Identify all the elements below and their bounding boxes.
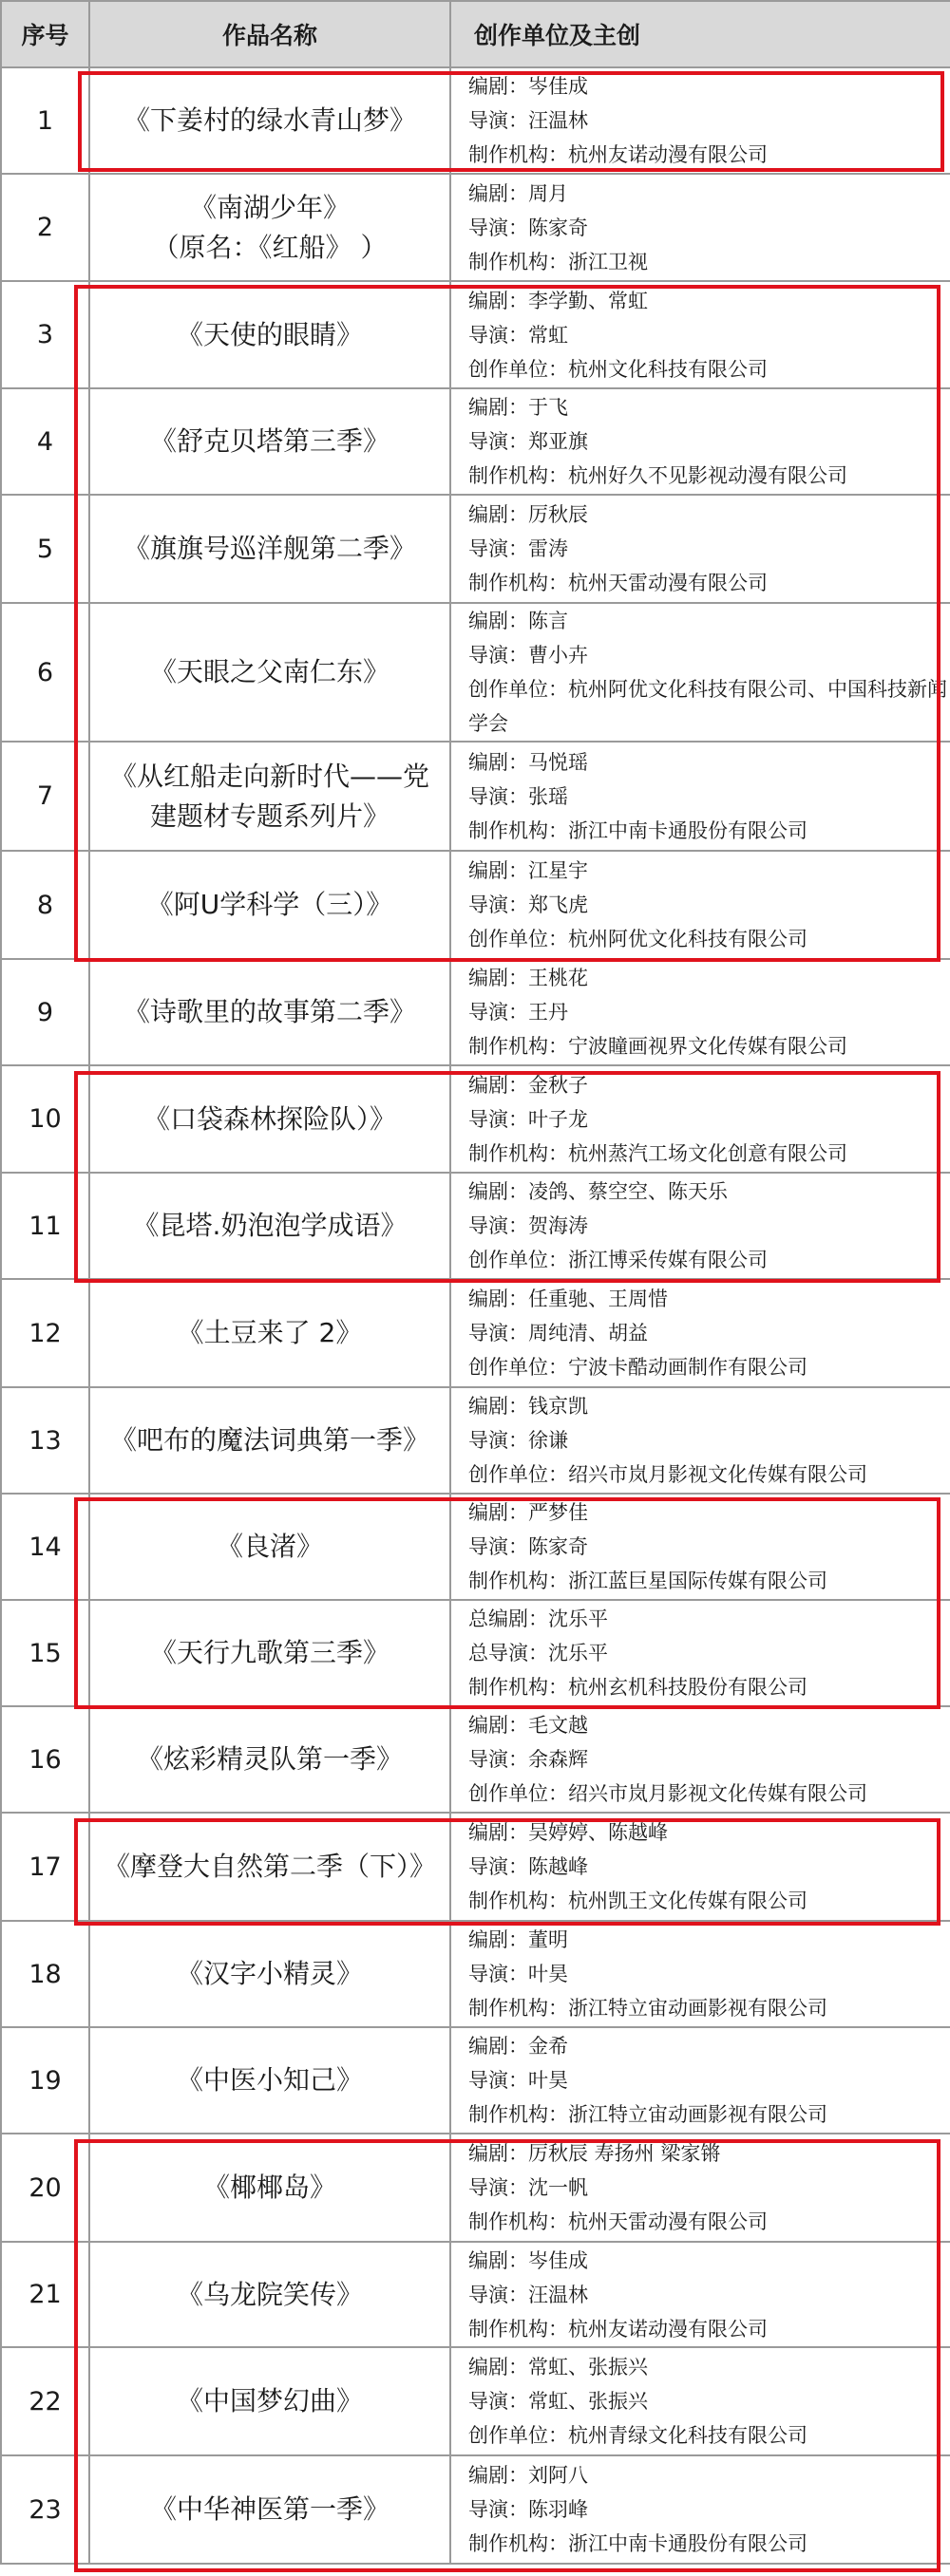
row-number: 6 <box>1 603 89 742</box>
writer: 编剧：吴婷婷、陈越峰 <box>468 1821 668 1844</box>
writer: 总编剧：沈乐平 <box>468 1608 608 1630</box>
writer: 编剧：陈言 <box>468 610 568 632</box>
producer: 创作单位：杭州阿优文化科技有限公司 <box>468 928 808 950</box>
director: 导演：陈家奇 <box>468 216 588 239</box>
writer: 编剧：金秋子 <box>468 1073 588 1097</box>
creator-info <box>450 742 950 851</box>
producer: 创作单位：宁波卡酷动画制作有限公司 <box>468 1356 808 1379</box>
producer: 制作机构：杭州天雷动漫有限公司 <box>468 2210 768 2233</box>
producer: 制作机构：杭州友诺动漫有限公司 <box>468 143 768 166</box>
row-number: 20 <box>1 2134 89 2242</box>
producer: 制作机构：杭州天雷动漫有限公司 <box>468 572 768 594</box>
table-row <box>1 1921 950 2027</box>
table-row <box>1 2242 950 2347</box>
row-number: 10 <box>1 1065 89 1173</box>
creator-info <box>450 281 950 388</box>
creator-info <box>450 603 950 742</box>
director: 导演：郑亚旗 <box>468 430 588 453</box>
director: 导演：贺海涛 <box>468 1214 588 1237</box>
work-title: 《旗旗号巡洋舰第二季》 <box>89 495 450 603</box>
writer: 编剧：马悦瑶 <box>468 750 588 774</box>
work-title: 《阿U学科学（三）》 <box>89 851 450 959</box>
director: 导演：周纯清、胡益 <box>468 1322 648 1344</box>
work-title-alt: （原名：《红船》 ） <box>152 231 388 263</box>
work-title: 《舒克贝塔第三季》 <box>89 388 450 495</box>
producer: 创作单位：杭州文化科技有限公司 <box>468 357 768 381</box>
work-title: 《吧布的魔法词典第一季》 <box>89 1387 450 1494</box>
row-number: 12 <box>1 1279 89 1387</box>
row-number: 17 <box>1 1813 89 1921</box>
director: 导演：汪温林 <box>468 2283 588 2306</box>
director: 导演：叶子龙 <box>468 1107 588 1131</box>
table-row <box>1 174 950 281</box>
row-number: 2 <box>1 174 89 281</box>
table-row <box>1 1494 950 1600</box>
work-title: 《从红船走向新时代——党建题材专题系列片》 <box>89 742 450 851</box>
table-row <box>1 281 950 388</box>
director: 导演：常虹、张振兴 <box>468 2390 648 2413</box>
creator-info <box>450 2027 950 2134</box>
row-number: 1 <box>1 67 89 174</box>
row-number: 5 <box>1 495 89 603</box>
work-title: 《土豆来了 2》 <box>89 1279 450 1387</box>
director: 导演：张瑶 <box>468 784 568 808</box>
table-row <box>1 1387 950 1494</box>
work-title: 《中医小知己》 <box>89 2027 450 2134</box>
row-number: 3 <box>1 281 89 388</box>
row-number: 14 <box>1 1494 89 1600</box>
row-number: 22 <box>1 2347 89 2455</box>
director: 导演：徐谦 <box>468 1429 568 1452</box>
row-number: 8 <box>1 851 89 959</box>
work-title: 《摩登大自然第二季（下）》 <box>89 1813 450 1921</box>
director: 导演：雷涛 <box>468 537 568 560</box>
writer: 编剧：钱京凯 <box>468 1395 588 1418</box>
table-row <box>1 1600 950 1706</box>
director: 导演：陈越峰 <box>468 1855 588 1878</box>
creator-info <box>450 174 950 281</box>
creator-info <box>450 1065 950 1173</box>
director: 导演：郑飞虎 <box>468 893 588 916</box>
row-number: 15 <box>1 1600 89 1706</box>
creator-info <box>450 1600 950 1706</box>
writer: 编剧：岑佳成 <box>468 2248 588 2272</box>
director: 总导演：沈乐平 <box>468 1642 608 1664</box>
producer: 制作机构：浙江特立宙动画影视有限公司 <box>468 1997 827 2020</box>
writer: 编剧：王桃花 <box>468 967 588 989</box>
creator-info <box>450 2455 950 2564</box>
work-title: 《诗歌里的故事第二季》 <box>89 959 450 1065</box>
writer: 编剧：毛文越 <box>468 1714 588 1737</box>
table-row <box>1 851 950 959</box>
director: 导演：叶昊 <box>468 1963 568 1985</box>
writer: 编剧：李学勤、常虹 <box>468 289 648 312</box>
creator-info <box>450 1813 950 1921</box>
producer: 制作机构：杭州凯王文化传媒有限公司 <box>468 1890 808 1912</box>
creator-info <box>450 2242 950 2347</box>
creator-info <box>450 2347 950 2455</box>
table-row <box>1 1279 950 1387</box>
row-number: 16 <box>1 1706 89 1813</box>
row-number: 9 <box>1 959 89 1065</box>
work-title: 《口袋森林探险队）》 <box>89 1065 450 1173</box>
table-row <box>1 495 950 603</box>
producer: 创作单位：浙江博采传媒有限公司 <box>468 1249 768 1271</box>
creator-info <box>450 388 950 495</box>
work-title: 《天行九歌第三季》 <box>89 1600 450 1706</box>
creator-info <box>450 1173 950 1279</box>
table-row <box>1 67 950 174</box>
producer: 制作机构：浙江蓝巨星国际传媒有限公司 <box>468 1570 827 1592</box>
header-row <box>1 1 950 67</box>
creator-info <box>450 1279 950 1387</box>
table-row <box>1 2455 950 2564</box>
table-row <box>1 388 950 495</box>
creator-info <box>450 67 950 174</box>
row-number: 13 <box>1 1387 89 1494</box>
producer: 制作机构：浙江特立宙动画影视有限公司 <box>468 2103 827 2126</box>
director: 导演：余森辉 <box>468 1748 588 1771</box>
writer: 编剧：周月 <box>468 181 568 205</box>
producer: 制作机构：杭州玄机科技股份有限公司 <box>468 1676 808 1699</box>
row-number: 18 <box>1 1921 89 2027</box>
writer: 编剧：常虹、张振兴 <box>468 2356 648 2379</box>
work-title: 《良渚》 <box>89 1494 450 1600</box>
table-row <box>1 1065 950 1173</box>
creator-info <box>450 959 950 1065</box>
producer: 创作单位：绍兴市岚月影视文化传媒有限公司 <box>468 1463 867 1486</box>
row-number: 11 <box>1 1173 89 1279</box>
work-title: 《炫彩精灵队第一季》 <box>89 1706 450 1813</box>
producer: 创作单位：杭州青绿文化科技有限公司 <box>468 2424 808 2447</box>
writer: 编剧：严梦佳 <box>468 1501 588 1524</box>
creator-info <box>450 1387 950 1494</box>
row-number: 21 <box>1 2242 89 2347</box>
producer: 制作机构：浙江卫视 <box>468 250 648 273</box>
table-row <box>1 2347 950 2455</box>
work-title: 《乌龙院笑传》 <box>89 2242 450 2347</box>
writer: 编剧：厉秋辰 <box>468 503 588 526</box>
director: 导演：沈一帆 <box>468 2176 588 2199</box>
work-title: 《汉字小精灵》 <box>89 1921 450 2027</box>
table-row <box>1 603 950 742</box>
table-row <box>1 742 950 851</box>
row-number: 7 <box>1 742 89 851</box>
work-title: 《天眼之父南仁东》 <box>89 603 450 742</box>
director: 导演：常虹 <box>468 323 568 347</box>
writer: 编剧：于飞 <box>468 396 568 419</box>
director: 导演：叶昊 <box>468 2069 568 2092</box>
director: 导演：汪温林 <box>468 109 588 132</box>
work-title: 《天使的眼睛》 <box>89 281 450 388</box>
producer: 制作机构：杭州蒸汽工场文化创意有限公司 <box>468 1141 847 1165</box>
header-title: 作品名称 <box>89 1 450 67</box>
producer: 创作单位：绍兴市岚月影视文化传媒有限公司 <box>468 1782 867 1805</box>
writer: 编剧：厉秋辰 寿扬州 梁家锵 <box>468 2142 721 2165</box>
header-no: 序号 <box>1 1 89 67</box>
producer: 制作机构：浙江中南卡通股份有限公司 <box>468 2532 808 2555</box>
table-row <box>1 1813 950 1921</box>
writer: 编剧：江星宇 <box>468 859 588 882</box>
row-number: 23 <box>1 2455 89 2564</box>
director: 导演：王丹 <box>468 1001 568 1024</box>
creator-info <box>450 1706 950 1813</box>
creator-info <box>450 851 950 959</box>
writer: 编剧：董明 <box>468 1928 568 1951</box>
work-title: 《下姜村的绿水青山梦》 <box>89 67 450 174</box>
header-org: 创作单位及主创 <box>450 1 950 67</box>
director: 导演：陈羽峰 <box>468 2498 588 2521</box>
work-title <box>89 174 450 281</box>
creator-info <box>450 1494 950 1600</box>
row-number: 19 <box>1 2027 89 2134</box>
director: 导演：曹小卉 <box>468 644 588 667</box>
director: 导演：陈家奇 <box>468 1535 588 1558</box>
creator-info <box>450 1921 950 2027</box>
table-row <box>1 2134 950 2242</box>
work-title-line: 《南湖少年》 <box>189 191 350 223</box>
row-number: 4 <box>1 388 89 495</box>
writer: 编剧：任重驰、王周惜 <box>468 1288 668 1310</box>
work-title: 《中华神医第一季》 <box>89 2455 450 2564</box>
producer: 创作单位：杭州阿优文化科技有限公司、中国科技新闻学会 <box>468 678 947 735</box>
work-title: 《中国梦幻曲》 <box>89 2347 450 2455</box>
table-row <box>1 1173 950 1279</box>
writer: 编剧：金希 <box>468 2035 568 2058</box>
work-title: 《昆塔.奶泡泡学成语》 <box>89 1173 450 1279</box>
producer: 制作机构：浙江中南卡通股份有限公司 <box>468 818 808 842</box>
producer: 制作机构：宁波瞳画视界文化传媒有限公司 <box>468 1035 847 1058</box>
writer: 编剧：刘阿八 <box>468 2464 588 2487</box>
producer: 制作机构：杭州友诺动漫有限公司 <box>468 2317 768 2341</box>
creator-info <box>450 495 950 603</box>
table-row <box>1 959 950 1065</box>
creator-info <box>450 2134 950 2242</box>
table-row <box>1 2027 950 2134</box>
writer: 编剧：岑佳成 <box>468 75 588 98</box>
producer: 制作机构：杭州好久不见影视动漫有限公司 <box>468 464 847 487</box>
work-title: 《椰椰岛》 <box>89 2134 450 2242</box>
writer: 编剧：凌鸽、蔡空空、陈天乐 <box>468 1180 728 1203</box>
table-row <box>1 1706 950 1813</box>
